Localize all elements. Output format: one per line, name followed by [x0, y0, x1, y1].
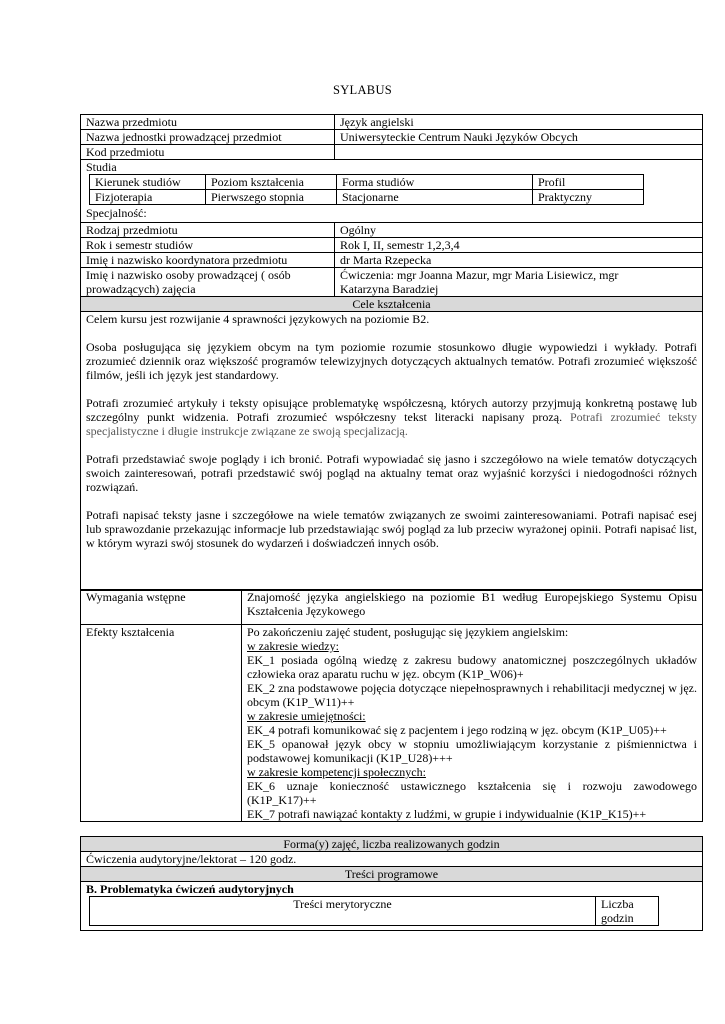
table-row	[81, 297, 703, 312]
instructors-label-line: Imię i nazwisko osoby prowadzącej ( osób	[86, 268, 291, 282]
instructors-value-line: Ćwiczenia: mgr Joanna Mazur, mgr Maria Lisiewicz, mgr	[340, 268, 619, 282]
table-row	[90, 897, 659, 926]
forma-value: Ćwiczenia audytoryjne/lektorat – 120 godz.	[81, 852, 703, 867]
field-label: Rodzaj przedmiotu	[81, 223, 335, 238]
table-row	[90, 190, 644, 205]
tresci-inner-table	[89, 896, 659, 926]
studia-header: Forma studiów	[337, 175, 533, 190]
tresci-col-header	[596, 897, 659, 926]
studia-header: Kierunek studiów	[90, 175, 206, 190]
cele-paragraph: Potrafi przedstawiać swoje poglądy i ich bronić. Potrafi wypowiadać się jasno i szczegółowo na wiele tematów dotyczących swoich zainteresowań, potrafi przedstawić swój pogląd na aktualny temat oraz wyjaśnić korzyści i niedogodności różnych rozwiązań.	[86, 452, 697, 494]
table-row	[81, 867, 703, 882]
studia-row	[81, 160, 703, 223]
table-row	[81, 590, 703, 625]
field-label: Kod przedmiotu	[81, 145, 335, 160]
efekty-content	[242, 625, 703, 822]
efekty-section-label: w zakresie umiejętności:	[247, 709, 366, 723]
cele-paragraph: Osoba posługująca się językiem obcym na tym poziomie rozumie stosunkowo długie wypowiedzi i wykłady. Potrafi zrozumieć dziennik oraz większość programów telewizyjnych dotyczących aktualnych tematów. Potrafi zrozumieć większość filmów, jeśli ich język jest standardowy.	[86, 340, 697, 382]
field-value	[335, 145, 703, 160]
cele-paragraph	[86, 396, 697, 438]
cele-text-grey: Potrafi zrozumieć teksty specjalistyczne i długie instrukcje związane ze swoją specjalizacją.	[86, 410, 698, 438]
table-row	[81, 268, 703, 297]
tresci-section: B. Problematyka ćwiczeń audytoryjnych	[86, 882, 294, 896]
table-row	[90, 175, 644, 190]
efekty-section-label: w zakresie kompetencji społecznych:	[247, 765, 426, 779]
field-value	[335, 268, 703, 297]
efekty-section-label: w zakresie wiedzy:	[247, 639, 339, 653]
cele-paragraph: Potrafi napisać teksty jasne i szczegółowe na wiele tematów związanych ze swoimi zainteresowaniami. Potrafi napisać esej lub sprawozdanie przekazując informacje lub przedstawiając swój pogląd za lub przeciw wyrażonej opinii. Potrafi napisać list, w którym wyrazi swój stosunek do wydarzeń i doświadczeń innych osób.	[86, 508, 697, 550]
table-row	[81, 115, 703, 130]
tresci-col-header-line: Liczba	[601, 897, 634, 911]
table-row	[81, 253, 703, 268]
studia-value: Pierwszego stopnia	[206, 190, 337, 205]
field-label: Efekty kształcenia	[81, 625, 242, 822]
cele-text: Potrafi zrozumieć artykuły i teksty opisujące problematykę współczesną, których autorzy przyjmują konkretną postawę lub szczególny punkt widzenia. Potrafi zrozumieć współczesny tekst literacki napisany prozą.	[86, 396, 697, 424]
efekty-item: EK_5 opanował język obcy w stopniu umożliwiającym korzystanie z piśmiennictwa i podstawowej komunikacji (K1P_U28)+++	[247, 737, 697, 765]
table-row	[81, 837, 703, 852]
field-value: Znajomość języka angielskiego na poziomie B1 według Europejskiego Systemu Opisu Kształcenia Językowego	[242, 590, 703, 625]
field-label	[81, 268, 335, 297]
studia-value: Stacjonarne	[337, 190, 533, 205]
table-row	[81, 852, 703, 867]
field-value: Rok I, II, semestr 1,2,3,4	[335, 238, 703, 253]
studia-value: Praktyczny	[533, 190, 644, 205]
efekty-item: EK_2 zna podstawowe pojęcia dotyczące niepełnosprawnych i rehabilitacji medycznej w jęz. obcym (K1P_W11)++	[247, 681, 697, 709]
tresci-col-header: Treści merytoryczne	[90, 897, 596, 926]
field-value: Ogólny	[335, 223, 703, 238]
table-row	[81, 238, 703, 253]
table-row	[81, 625, 703, 822]
specjalnosc-label: Specjalność:	[86, 206, 147, 220]
efekty-item: EK_4 potrafi komunikować się z pacjentem i jego rodziną w jęz. obcym (K1P_U05)++	[247, 723, 667, 737]
table-row	[81, 882, 703, 931]
table-row	[81, 223, 703, 238]
studia-header: Profil	[533, 175, 644, 190]
studia-header: Poziom kształcenia	[206, 175, 337, 190]
field-value: dr Marta Rzepecka	[335, 253, 703, 268]
studia-label: Studia	[86, 160, 117, 174]
table-row	[81, 145, 703, 160]
cele-row	[81, 312, 703, 591]
efekty-item: EK_7 potrafi nawiązać kontakty z ludźmi, w grupie i indywidualnie (K1P_K15)++	[247, 807, 647, 821]
program-table	[80, 836, 703, 931]
efekty-intro: Po zakończeniu zajęć student, posługując się językiem angielskim:	[247, 625, 569, 639]
efekty-item: EK_6 uznaje konieczność ustawicznego kształcenia się i rozwoju zawodowego (K1P_K17)++	[247, 779, 697, 807]
tresci-header: Treści programowe	[81, 867, 703, 882]
efekty-item: EK_1 posiada ogólną wiedzę z zakresu budowy anatomicznej poszczególnych układów człowieka oraz aparatu ruchu w jęz. obcym (K1P_W06)+	[247, 653, 697, 681]
field-label: Wymagania wstępne	[81, 590, 242, 625]
general-info-table	[80, 114, 703, 591]
field-value: Uniwersyteckie Centrum Nauki Języków Obcych	[335, 130, 703, 145]
studia-table	[89, 174, 644, 205]
forma-header: Forma(y) zajęć, liczba realizowanych godzin	[81, 837, 703, 852]
table-row	[81, 130, 703, 145]
field-label: Nazwa jednostki prowadzącej przedmiot	[81, 130, 335, 145]
field-label: Rok i semestr studiów	[81, 238, 335, 253]
field-value: Język angielski	[335, 115, 703, 130]
cele-intro: Celem kursu jest rozwijanie 4 sprawności językowych na poziomie B2.	[86, 312, 430, 326]
studia-value: Fizjoterapia	[90, 190, 206, 205]
page-title: SYLABUS	[332, 83, 393, 97]
tresci-col-header-line: godzin	[601, 911, 634, 925]
cele-header: Cele kształcenia	[81, 297, 703, 312]
instructors-value-line: Katarzyna Baradziej	[340, 282, 439, 296]
field-label: Nazwa przedmiotu	[81, 115, 335, 130]
requirements-table	[80, 589, 703, 822]
instructors-label-line: prowadzących) zajęcia	[86, 282, 196, 296]
field-label: Imię i nazwisko koordynatora przedmiotu	[81, 253, 335, 268]
